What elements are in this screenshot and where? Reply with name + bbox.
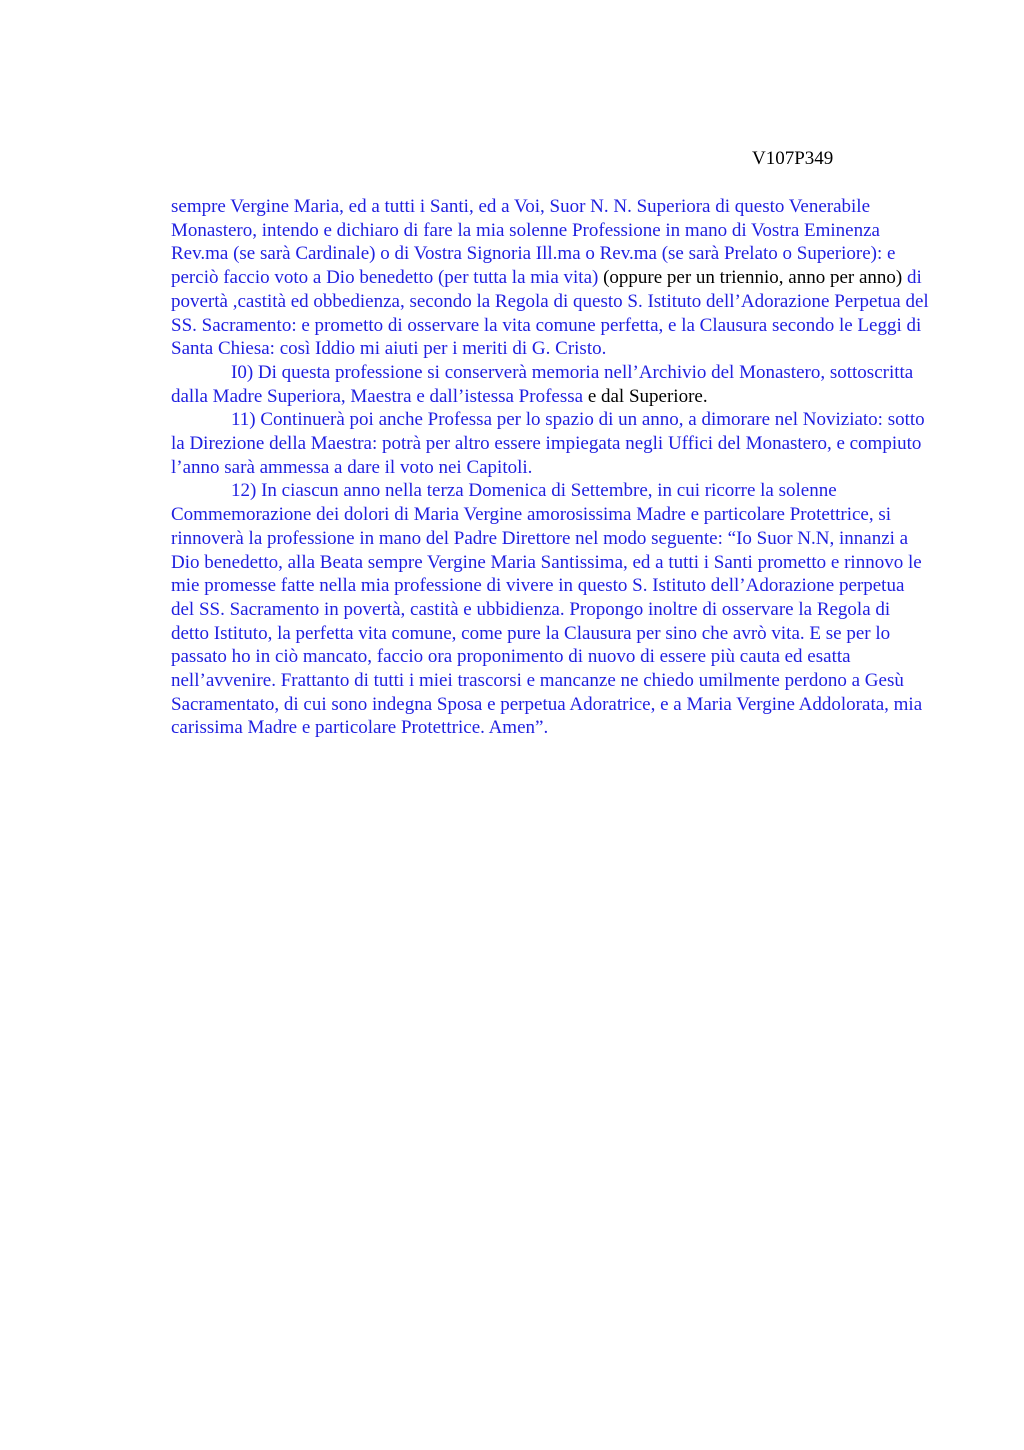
- document-body: [171, 195, 931, 740]
- text-run-annotation: (oppure per un triennio, anno per anno): [603, 267, 903, 289]
- text-run: sempre Vergine Maria, ed a tutti i Santi, ed a Voi, Suor N. N. Superiora di questo Venerabile Monastero, intendo e dichiaro di fare la mia solenne Professione in mano di Vostra Eminenza Rev.ma (se sarà Cardinale) o di Vostra Signoria Ill.ma o Rev.ma (se sarà Prelato o Superiore): e perciò faccio voto a Dio benedetto (per tutta la mia vita): [171, 196, 896, 289]
- page-id: V107P349: [752, 148, 834, 169]
- text-run: I0) Di questa professione si conserverà memoria nell’Archivio del Monastero, sottoscritta dalla Madre Superiora, Maestra e dall’istessa Professa: [171, 361, 914, 407]
- text-run-annotation: e dal Superiore.: [583, 385, 708, 407]
- paragraph-12: [171, 479, 931, 740]
- paragraph-profession-formula: [171, 195, 931, 361]
- text-run: 11) Continuerà poi anche Professa per lo spazio di un anno, a dimorare nel Noviziato: sotto la Direzione della Maestra: potrà per altro essere impiegata negli Uffici del Monastero, e compiuto l’anno sarà ammessa a dare il voto nei Capitoli.: [171, 409, 925, 478]
- text-run: di povertà ,castità ed obbedienza, secondo la Regola di questo S. Istituto dell’Adorazione Perpetua del SS. Sacramento: e prometto di osservare la vita comune perfetta, e la Clausura secondo le Leggi di Santa Chiesa: così Iddio mi aiuti per i meriti di G. Cristo.: [171, 267, 929, 360]
- paragraph-10: [171, 361, 931, 408]
- text-run: 12) In ciascun anno nella terza Domenica di Settembre, in cui ricorre la solenne Commemorazione dei dolori di Maria Vergine amorosissima Madre e particolare Protettrice, si rinnoverà la professione in mano del Padre Direttore nel modo seguente: “Io Suor N.N, innanzi a Dio benedetto, alla Beata sempre Vergine Maria Santissima, ed a tutti i Santi prometto e rinnovo le mie promesse fatte nella mia professione di vivere in questo S. Istituto dell’Adorazione perpetua del SS. Sacramento in povertà, castità e ubbidienza. Propongo inoltre di osservare la Regola di detto Istituto, la perfetta vita comune, come pure la Clausura per sino che avrò vita. E se per lo passato ho in ciò mancato, faccio ora proponimento di nuovo di essere più cauta ed esatta nell’avvenire. Frattanto di tutti i miei trascorsi e mancanze ne chiedo umilmente perdono a Gesù Sacramentato, di cui sono indegna Sposa e perpetua Adoratrice, e a Maria Vergine Addolorata, mia carissima Madre e particolare Protettrice. Amen”.: [171, 480, 923, 739]
- paragraph-11: [171, 408, 931, 479]
